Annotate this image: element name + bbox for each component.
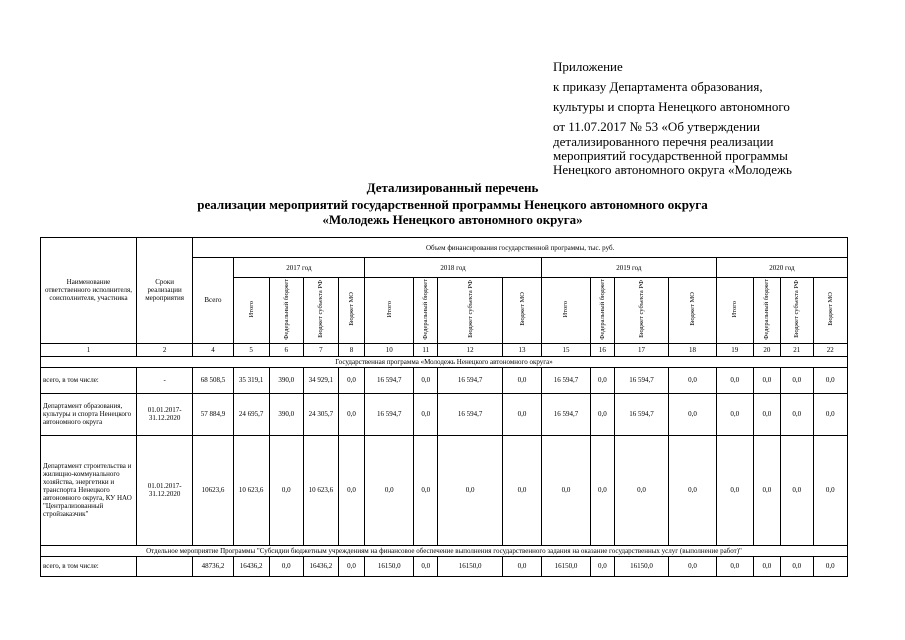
section-header: Государственная программа «Молодежь Ненецкого автономного округа» xyxy=(41,356,848,367)
table-row xyxy=(41,556,848,576)
cell-value: 0,0 xyxy=(716,367,753,393)
cell-value: 0,0 xyxy=(781,393,814,435)
cell-value: 0,0 xyxy=(753,435,780,545)
annex-line: от 11.07.2017 № 53 «Об утверждении xyxy=(553,119,760,134)
cell-value: 0,0 xyxy=(716,556,753,576)
cell-value: 0,0 xyxy=(753,393,780,435)
sub-header: Федеральный бюджет xyxy=(422,279,430,340)
col-number: 2 xyxy=(136,343,192,356)
cell-value: 16 594,7 xyxy=(614,367,668,393)
sub-header: Итого xyxy=(385,301,393,318)
doc-title-line1: Детализированный перечень xyxy=(366,180,539,195)
cell-value: 0,0 xyxy=(753,367,780,393)
cell-value: 0,0 xyxy=(591,435,615,545)
cell-value: 0,0 xyxy=(781,556,814,576)
cell-value: 0,0 xyxy=(503,367,542,393)
cell-value: 0,0 xyxy=(591,393,615,435)
cell-value: 16150,0 xyxy=(438,556,503,576)
table-row xyxy=(41,393,848,435)
cell-value: 0,0 xyxy=(503,556,542,576)
annex-line: Ненецкого автономного округа «Молодежь xyxy=(553,162,792,177)
cell-value: 0,0 xyxy=(753,556,780,576)
cell-value: 0,0 xyxy=(414,435,438,545)
cell-value: 0,0 xyxy=(365,435,414,545)
cell-value: 16 594,7 xyxy=(614,393,668,435)
cell-value: 16150,0 xyxy=(365,556,414,576)
sub-header: Бюджет МО xyxy=(518,292,526,327)
row-total: 57 884,9 xyxy=(193,393,233,435)
col-number: 4 xyxy=(193,343,233,356)
cell-value: 0,0 xyxy=(338,556,364,576)
sub-header: Итого xyxy=(731,301,739,318)
cell-value: 0,0 xyxy=(414,367,438,393)
year-header: 2019 год xyxy=(541,258,716,278)
row-name: всего, в том числе: xyxy=(41,367,137,393)
cell-value: 16 594,7 xyxy=(365,393,414,435)
cell-value: 16436,2 xyxy=(303,556,338,576)
section-header: Отдельное мероприятие Программы "Субсидии бюджетным учреждениям на финансовое обеспечение выполнения государственного задания на оказание государственных услуг (выполнение работ)" xyxy=(41,545,848,556)
sub-header: Федеральный бюджет xyxy=(598,279,606,340)
row-terms xyxy=(136,556,192,576)
col-number: 10 xyxy=(365,343,414,356)
cell-value: 24 695,7 xyxy=(233,393,269,435)
col-number: 18 xyxy=(669,343,717,356)
col-number: 20 xyxy=(753,343,780,356)
cell-value: 0,0 xyxy=(669,393,717,435)
cell-value: 16 594,7 xyxy=(541,393,590,435)
cell-value: 35 319,1 xyxy=(233,367,269,393)
cell-value: 0,0 xyxy=(503,393,542,435)
cell-value: 0,0 xyxy=(669,367,717,393)
sub-header: Федеральный бюджет xyxy=(282,279,290,340)
cell-value: 0,0 xyxy=(541,435,590,545)
col-number: 5 xyxy=(233,343,269,356)
sub-header: Бюджет МО xyxy=(689,292,697,327)
cell-value: 34 929,1 xyxy=(303,367,338,393)
cell-value: 16436,2 xyxy=(233,556,269,576)
col-number: 12 xyxy=(438,343,503,356)
sub-header: Бюджет субъекта РФ xyxy=(466,280,474,339)
cell-value: 0,0 xyxy=(414,393,438,435)
col-number: 11 xyxy=(414,343,438,356)
sub-header: Бюджет субъекта РФ xyxy=(638,280,645,339)
row-name: Департамент строительства и жилищно-коммунального хозяйства, энергетики и транспорта Ненецкого автономного округа, КУ НАО "Централизованный стройзаказчик" xyxy=(41,435,137,545)
col-number: 16 xyxy=(591,343,615,356)
col-number: 1 xyxy=(41,343,137,356)
row-total: 48736,2 xyxy=(193,556,233,576)
col-header-funding: Объем финансирования государственной программы, тыс. руб. xyxy=(193,238,848,258)
cell-value: 0,0 xyxy=(669,556,717,576)
col-number: 6 xyxy=(269,343,303,356)
sub-header: Итого xyxy=(247,301,255,318)
cell-value: 0,0 xyxy=(781,435,814,545)
annex-block xyxy=(553,58,792,177)
sub-header: Бюджет МО xyxy=(348,292,356,327)
year-header: 2020 год xyxy=(716,258,847,278)
cell-value: 16 594,7 xyxy=(365,367,414,393)
cell-value: 0,0 xyxy=(614,435,668,545)
col-number: 8 xyxy=(338,343,364,356)
col-number: 13 xyxy=(503,343,542,356)
annex-line: Приложение xyxy=(553,59,623,74)
col-number: 21 xyxy=(781,343,814,356)
year-header: 2017 год xyxy=(233,258,365,278)
cell-value: 0,0 xyxy=(781,367,814,393)
financing-table xyxy=(40,237,848,577)
row-name: всего, в том числе: xyxy=(41,556,137,576)
cell-value: 0,0 xyxy=(813,393,847,435)
row-total: 10623,6 xyxy=(193,435,233,545)
row-total: 68 508,5 xyxy=(193,367,233,393)
col-number: 15 xyxy=(541,343,590,356)
cell-value: 0,0 xyxy=(591,367,615,393)
annex-line: детализированного перечня реализации xyxy=(553,134,774,149)
cell-value: 0,0 xyxy=(716,393,753,435)
row-terms: 01.01.2017-31.12.2020 xyxy=(136,435,192,545)
cell-value: 0,0 xyxy=(716,435,753,545)
col-header-terms: Сроки реализации мероприятия xyxy=(136,238,192,344)
annex-line: к приказу Департамента образования, xyxy=(553,79,763,94)
cell-value: 0,0 xyxy=(269,435,303,545)
cell-value: 390,0 xyxy=(269,367,303,393)
sub-header: Бюджет субъекта РФ xyxy=(317,280,325,339)
sub-header: Бюджет МО xyxy=(826,292,834,327)
doc-title-line3: «Молодежь Ненецкого автономного округа» xyxy=(322,212,583,227)
cell-value: 16150,0 xyxy=(541,556,590,576)
doc-title-line2: реализации мероприятий государственной программы Ненецкого автономного округа xyxy=(197,197,708,212)
sub-header: Федеральный бюджет xyxy=(763,279,771,340)
cell-value: 0,0 xyxy=(813,367,847,393)
cell-value: 0,0 xyxy=(813,556,847,576)
annex-line: мероприятий государственной программы xyxy=(553,148,788,163)
col-number: 7 xyxy=(303,343,338,356)
cell-value: 10 623,6 xyxy=(303,435,338,545)
col-header-total: Всего xyxy=(193,258,233,344)
cell-value: 0,0 xyxy=(813,435,847,545)
cell-value: 16150,0 xyxy=(614,556,668,576)
cell-value: 16 594,7 xyxy=(438,367,503,393)
cell-value: 0,0 xyxy=(503,435,542,545)
sub-header: Итого xyxy=(562,301,570,318)
year-header: 2018 год xyxy=(365,258,542,278)
sub-header: Бюджет субъекта РФ xyxy=(793,280,801,339)
cell-value: 390,0 xyxy=(269,393,303,435)
cell-value: 24 305,7 xyxy=(303,393,338,435)
cell-value: 16 594,7 xyxy=(541,367,590,393)
table-row xyxy=(41,367,848,393)
row-name: Департамент образования, культуры и спорта Ненецкого автономного округа xyxy=(41,393,137,435)
col-number: 19 xyxy=(716,343,753,356)
annex-line: культуры и спорта Ненецкого автономного xyxy=(553,99,790,114)
cell-value: 0,0 xyxy=(438,435,503,545)
cell-value: 0,0 xyxy=(338,367,364,393)
col-header-name: Наименование ответственного исполнителя, соисполнителя, участника xyxy=(41,238,137,344)
cell-value: 0,0 xyxy=(338,435,364,545)
cell-value: 10 623,6 xyxy=(233,435,269,545)
row-terms: 01.01.2017-31.12.2020 xyxy=(136,393,192,435)
cell-value: 0,0 xyxy=(269,556,303,576)
row-terms: - xyxy=(136,367,192,393)
cell-value: 16 594,7 xyxy=(438,393,503,435)
cell-value: 0,0 xyxy=(414,556,438,576)
cell-value: 0,0 xyxy=(669,435,717,545)
col-number: 22 xyxy=(813,343,847,356)
col-number: 17 xyxy=(614,343,668,356)
table-row xyxy=(41,435,848,545)
cell-value: 0,0 xyxy=(338,393,364,435)
column-number-row xyxy=(41,343,848,356)
cell-value: 0,0 xyxy=(591,556,615,576)
